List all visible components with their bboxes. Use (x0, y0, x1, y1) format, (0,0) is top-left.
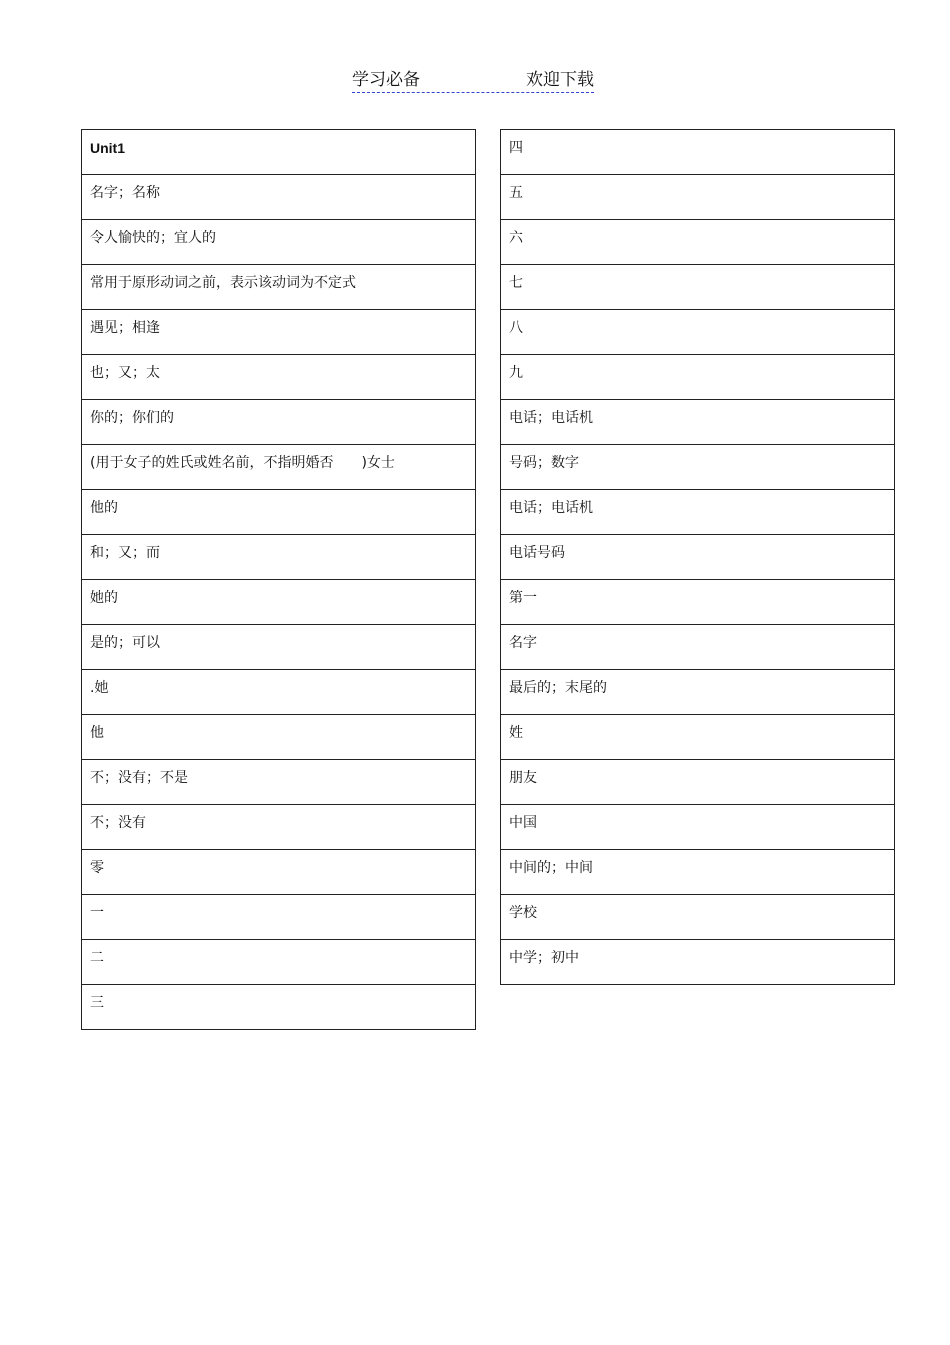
cell-text: 二 (90, 950, 104, 966)
cell-text: 最后的；末尾的 (509, 680, 607, 696)
table-cell (501, 805, 895, 850)
table-cell (501, 310, 895, 355)
header-right-text: 欢迎下载 (526, 70, 594, 90)
table-cell (82, 715, 476, 760)
table-row (82, 175, 476, 220)
table-cell (501, 625, 895, 670)
cell-text: 五 (509, 185, 523, 201)
table-row (82, 130, 476, 175)
table-cell (501, 355, 895, 400)
cell-text: 朋友 (509, 770, 537, 786)
table-cell (82, 625, 476, 670)
table-cell (82, 850, 476, 895)
table-row (501, 580, 895, 625)
cell-text: .她 (90, 680, 109, 696)
table-cell (501, 940, 895, 985)
table-row (501, 715, 895, 760)
table-row (501, 445, 895, 490)
cell-text: 不；没有；不是 (90, 770, 188, 786)
cell-text: 他 (90, 725, 104, 741)
vocab-table-right (500, 129, 895, 985)
table-cell (82, 535, 476, 580)
cell-text: 是的；可以 (90, 635, 160, 651)
cell-text: (用于女子的姓氏或姓名前，不指明婚否 )女士 (90, 455, 395, 471)
table-cell (82, 760, 476, 805)
table-cell (501, 850, 895, 895)
cell-text: 遇见；相逢 (90, 320, 160, 336)
cell-text: 也；又；太 (90, 365, 160, 381)
table-row (82, 535, 476, 580)
cell-text: 电话；电话机 (509, 500, 593, 516)
table-cell (501, 490, 895, 535)
cell-text: 令人愉快的；宜人的 (90, 230, 216, 246)
table-row (82, 895, 476, 940)
cell-text: 电话；电话机 (509, 410, 593, 426)
table-cell (82, 355, 476, 400)
page-header (352, 68, 594, 93)
table-cell (82, 670, 476, 715)
cell-text: 名字 (509, 635, 537, 651)
table-row (501, 355, 895, 400)
table-row (82, 445, 476, 490)
table-cell (501, 175, 895, 220)
table-row (501, 175, 895, 220)
table-row (82, 310, 476, 355)
table-row (501, 940, 895, 985)
table-row (501, 130, 895, 175)
unit-title-cell (82, 130, 476, 175)
header-left-text: 学习必备 (352, 70, 420, 90)
table-row (501, 490, 895, 535)
table-cell (501, 445, 895, 490)
table-row (82, 760, 476, 805)
cell-text: 不；没有 (90, 815, 146, 831)
table-cell (501, 535, 895, 580)
cell-text: 常用于原形动词之前，表示该动词为不定式 (90, 275, 356, 291)
table-row (82, 580, 476, 625)
table-row (82, 490, 476, 535)
cell-text: 姓 (509, 725, 523, 741)
table-cell (82, 400, 476, 445)
cell-text: 中间的；中间 (509, 860, 593, 876)
table-row (82, 265, 476, 310)
table-cell (82, 310, 476, 355)
table-row (501, 400, 895, 445)
table-cell (501, 895, 895, 940)
table-row (82, 220, 476, 265)
cell-text: 第一 (509, 590, 537, 606)
cell-text: 中学；初中 (509, 950, 579, 966)
table-cell (82, 445, 476, 490)
cell-text: 七 (509, 275, 523, 291)
table-row (501, 895, 895, 940)
table-cell (82, 940, 476, 985)
table-row (82, 625, 476, 670)
cell-text: 名字；名称 (90, 185, 160, 201)
cell-text: 六 (509, 230, 523, 246)
cell-text: 她的 (90, 590, 118, 606)
table-row (501, 760, 895, 805)
table-cell (501, 580, 895, 625)
table-row (82, 940, 476, 985)
table-row (82, 715, 476, 760)
cell-text: 你的；你们的 (90, 410, 174, 426)
cell-text: 九 (509, 365, 523, 381)
table-cell (82, 490, 476, 535)
table-row (82, 670, 476, 715)
table-row (501, 220, 895, 265)
table-cell (501, 670, 895, 715)
cell-text: 他的 (90, 500, 118, 516)
cell-text: 一 (90, 905, 104, 921)
table-cell (501, 130, 895, 175)
table-row (501, 535, 895, 580)
cell-text: 学校 (509, 905, 537, 921)
table-cell (82, 265, 476, 310)
table-row (501, 625, 895, 670)
cell-text: 号码；数字 (509, 455, 579, 471)
vocab-table-left (81, 129, 476, 1030)
table-row (501, 310, 895, 355)
unit-title: Unit1 (90, 140, 125, 156)
table-row (82, 850, 476, 895)
cell-text: 零 (90, 860, 104, 876)
cell-text: 八 (509, 320, 523, 336)
table-row (82, 805, 476, 850)
table-row (82, 355, 476, 400)
table-row (501, 670, 895, 715)
table-cell (501, 715, 895, 760)
table-row (501, 805, 895, 850)
cell-text: 中国 (509, 815, 537, 831)
cell-text: 和；又；而 (90, 545, 160, 561)
table-row (501, 850, 895, 895)
table-cell (82, 895, 476, 940)
table-cell (82, 805, 476, 850)
table-cell (501, 760, 895, 805)
table-cell (82, 985, 476, 1030)
cell-text: 四 (509, 140, 523, 156)
table-cell (82, 220, 476, 265)
table-cell (501, 220, 895, 265)
cell-text: 电话号码 (509, 545, 565, 561)
table-cell (82, 175, 476, 220)
table-row (82, 985, 476, 1030)
table-row (82, 400, 476, 445)
table-cell (501, 265, 895, 310)
table-row (501, 265, 895, 310)
cell-text: 三 (90, 995, 104, 1011)
table-cell (501, 400, 895, 445)
table-cell (82, 580, 476, 625)
